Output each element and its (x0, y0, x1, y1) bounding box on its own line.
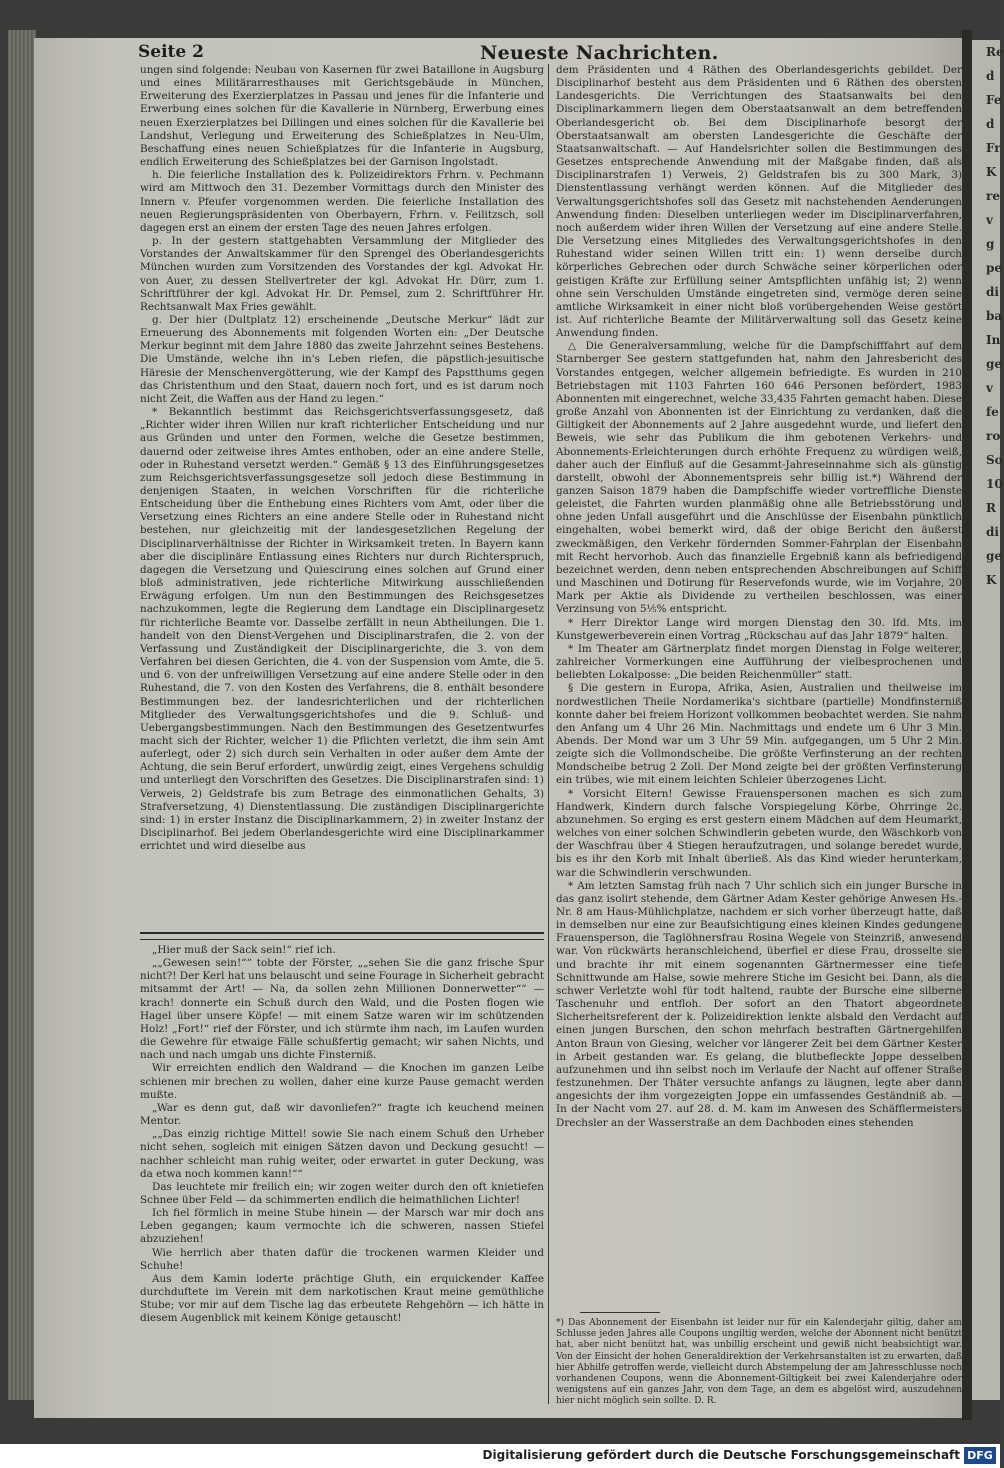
story-paragraph: Ich fiel förmlich in meine Stube hinein — der Marsch war mir doch ans Leben gegangen; kaum vermochte ich die schweren, nassen Stiefel abzuziehen! (140, 1207, 544, 1246)
left-column-feuilleton (140, 944, 544, 1404)
next-page-fragment: d (986, 69, 995, 83)
feuilleton-divider (140, 932, 544, 940)
masthead-title: Neueste Nachrichten. (480, 42, 719, 64)
story-paragraph: „Hier muß der Sack sein!“ rief ich. (152, 944, 336, 956)
next-page-fragment: R (986, 501, 996, 515)
article-paragraph: g. Der hier (Dultplatz 12) erscheinende „Deutsche Merkur“ lädt zur Erneuerung des Abonnements mit folgenden Worten ein: „Der Deutsche Merkur beginnt mit dem Jahre 1880 das zweite Jahrzehnt seines Bestehens. Die Umstände, welche ihn in's Leben riefen, die päpstlich-jesuitische Häresie der Menschenvergötterung, wie der Kampf des Papstthums gegen das Christenthum und den Staat, dauern noch fort, und es ist darum noch nicht Zeit, die Waffen aus der Hand zu legen.“ (140, 313, 544, 405)
next-page-edge (972, 40, 1004, 1400)
article-paragraph: * Bekanntlich bestimmt das Reichsgerichtsverfassungsgesetz, daß „Richter wider ihren Willen nur kraft richterlicher Entscheidung und nur aus Gründen und unter den Formen, welche die Gesetze bestimmen, dauernd oder zeitweise ihres Amtes enthoben, oder an eine andere Stelle, oder in Ruhestand versetzt werden.“ Gemäß § 13 des Einführungsgesetzes zum Reichsgerichtsverfassungsgesetze soll jedoch diese Bestimmung in denjenigen Staaten, in welchen Vorschriften für die richterliche Entscheidung über die Enthebung eines Richters vom Amt, oder über die Versetzung eines Richters an eine andere Stelle oder in Ruhestand nicht bestehen, nur gleichzeitig mit der landesgesetzlichen Regelung der Disciplinarverhältnisse der Richter in Wirksamkeit treten. In Bayern kann aber die disciplinäre Entlassung eines Richters nur durch Richterspruch, dagegen die Versetzung und Quiescirung eines solchen auf Grund einer bloß administrativen, jede richterliche Mitwirkung ausschließenden Erwägung erfolgen. Um nun den Bestimmungen des Reichsgesetzes nachzukommen, legte die Regierung dem Landtage ein Disciplinargesetz für richterliche Beamte vor. Dasselbe zerfällt in neun Abtheilungen. Die 1. handelt von den Dienst-Vergehen und Disciplinarstrafen, die 2. von der Verfassung und Zuständigkeit der Disciplinargerichte, die 3. von dem Verfahren bei diesen Gerichten, die 4. von der Suspension vom Amte, die 5. und 6. von der unfreiwilligen Versetzung auf eine andere Stelle oder in den Ruhestand, die 7. von den Kosten des Verfahrens, die 8. enthält besondere Bestimmungen bez. der landesrichterlichen und der richterlichen Mitglieder des Verwaltungsgerichtshofes und die 9. Schluß- und Uebergangsbestimmungen. Nach den Bestimmungen des Gesetzentwurfes macht sich der Richter, welcher 1) die Pflichten verletzt, die ihm sein Amt auferlegt, oder 2) sich durch sein Verhalten in oder außer dem Amte der Achtung, die sein Beruf erfordert, unwürdig zeigt, eines Vergehens schuldig und unterliegt den Vorschriften des Gesetzes. Die Disciplinarstrafen sind: 1) Verweis, 2) Geldstrafe bis zum Betrage des einmonatlichen Gehalts, 3) Strafversetzung, 4) Dienstentlassung. Die zuständigen Disciplinargerichte sind: 1) in erster Instanz die Disciplinarkammern, 2) in zweiter Instanz der Disciplinarhof. Bei jedem Oberlandesgerichte wird eine Disciplinarkammer errichtet und wird dieselbe aus (140, 406, 544, 853)
dfg-logo: DFG (964, 1447, 996, 1464)
next-page-fragment: Fr (986, 141, 1001, 155)
next-page-fragment: Re (986, 45, 1004, 59)
footnote (556, 1318, 962, 1406)
page-number: Seite 2 (138, 42, 204, 62)
book-spine (962, 30, 972, 1420)
story-paragraph: „„Gewesen sein!““ tobte der Förster, „„sehen Sie die ganz frische Spur nicht?! Der Kerl hat uns belauscht und seine Fourage in Sicherheit gebracht mitsammt der Art! — Na, da sollen zehn Millionen Donnerwetter““ — krach! donnerte ein Schuß durch den Wald, und die Posten flogen wie Hagel über unsere Köpfe! — mit einem Satze waren wir im schützenden Holz! „Fort!“ rief der Förster, und ich stürmte ihm nach, im Laufen wurden die Gewehre für etwaige Fälle schußfertig gemacht; wir sahen Nichts, und nach und nach umgab uns dichte Finsterniß. (140, 957, 544, 1062)
page-header (138, 42, 968, 64)
story-paragraph: Das leuchtete mir freilich ein; wir zogen weiter durch den oft knietiefen Schnee über Feld — da schimmerten endlich die heimathlichen Lichter! (140, 1180, 544, 1206)
left-column-news (140, 64, 544, 931)
footnote-rule (580, 1312, 660, 1313)
next-page-fragment: re (986, 189, 1000, 203)
next-page-fragment: d (986, 117, 995, 131)
credit-text: Digitalisierung gefördert durch die Deutsche Forschungsgemeinschaft (482, 1448, 960, 1462)
next-page-fragment: Fe (986, 93, 1002, 107)
next-page-fragment: di (986, 285, 999, 299)
article-paragraph: * Im Theater am Gärtnerplatz findet morgen Dienstag in Folge weiterer, zahlreicher Vormerkungen eine Aufführung der vielbesprochenen und beliebten Lokalposse: „Die beiden Reichenmüller“ statt. (556, 642, 962, 682)
story-paragraph: Aus dem Kamin loderte prächtige Gluth, ein erquickender Kaffee durchduftete im Verein mit dem narkotischen Kraut meine gemüthliche Stube; vor mir auf dem Tische lag das erbeutete Rehgehörn — ich hätte in diesem Augenblick mit keinem Könige getauscht! (140, 1272, 544, 1325)
next-page-fragment: v (986, 381, 993, 395)
article-paragraph: △ Die Generalversammlung, welche für die Dampfschifffahrt auf dem Starnberger See gestern stattgefunden hat, nahm den Jahresbericht des Vorstandes entgegen, welcher allgemein befriedigte. Es wurden in 210 Betriebstagen mit 1103 Fahrten 160 646 Personen befördert, 1983 Abonnenten mit eingerechnet, welche 33,435 Fahrten gemacht haben. Diese große Anzahl von Abonnenten ist der Einrichtung zu verdanken, daß die Giltigkeit der Abonnements auf 2 Jahre ausgedehnt wurde, und liefert den Beweis, wie sehr das Publikum die ihm gebotenen Verkehrs- und Abonnements-Erleichterungen durch erhöhte Frequenz zu würdigen weiß, daher auch der Einfluß auf die Gesammt-Jahreseinnahme sich als günstig darstellt, obwohl der Abonnementspreis sehr billig ist.*) Während der ganzen Saison 1879 haben die Dampfschiffe wieder vortreffliche Dienste geleistet, die Fahrten wurden planmäßig ohne alle Betriebsstörung und ohne jeden Unfall ausgeführt und die Anschlüsse der Eisenbahn pünktlich eingehalten, wobei bemerkt wird, daß der obige Bericht den äußerst zweckmäßigen, den Verkehr fördernden Sommer-Fahrplan der Eisenbahn mit Recht hervorhob. Auch das finanzielle Ergebniß kann als befriedigend bezeichnet werden, denn neben entsprechenden Abschreibungen auf Schiff und Maschinen und Dotirung für Reservefonds wurde, wie im Vorjahre, 20 Mark per Aktie als Dividende zu vertheilen beschlossen, was einer Verzinsung von 5⅕% entspricht. (556, 340, 962, 616)
column-divider (548, 64, 549, 1404)
article-paragraph: * Herr Direktor Lange wird morgen Dienstag den 30. lfd. Mts. im Kunstgewerbeverein einen Vortrag „Rückschau auf das Jahr 1879“ halten. (556, 616, 962, 642)
story-paragraph: Wir erreichten endlich den Waldrand — die Knochen im ganzen Leibe schienen mir brechen zu wollen, daher eine kurze Pause gemacht werden mußte. (140, 1062, 544, 1101)
next-page-fragment: 10 (986, 477, 1003, 491)
next-page-fragment: So (986, 453, 1003, 467)
next-page-fragment: ro (986, 429, 1001, 443)
article-paragraph: ungen sind folgende: Neubau von Kasernen für zwei Bataillone in Augsburg und eines Militärarresthauses mit Gerichtsgebäude in München, Erweiterung des Exerzierplatzes in Passau und jenes für die Infanterie und Erwerbung eines solchen für die Kavallerie in Nürnberg, Erwerbung eines neuen Exerzierplatzes bei Dillingen und eines solchen für die Kavallerie bei Landshut, Verlegung und Erweiterung des Schießplatzes in Neu-Ulm, Beschaffung eines neuen Schießplatzes für die Infanterie in Augsburg, endlich Erweiterung des Schießplatzes bei der Garnison Ingolstadt. (140, 64, 544, 169)
next-page-fragment: K (986, 165, 997, 179)
article-paragraph: § Die gestern in Europa, Afrika, Asien, Australien und theilweise im nordwestlichen Theile Nordamerika's sichtbare (partielle) Mondfinsterniß konnte daher bei freiem Horizont vollkommen beobachtet werden. Sie nahm den Anfang um 4 Uhr 26 Min. Nachmittags und endete um 6 Uhr 3 Min. Abends. Der Mond war um 3 Uhr 59 Min. aufgegangen, um 5 Uhr 2 Min. zeigte sich die Vollmondscheibe. Die größte Verfinsterung an der rechten Mondscheibe betrug 2 Zoll. Der Mond zeigte bei der größten Verfinsterung ein trübes, wie mit einem leichten Schleier überzogenes Licht. (556, 682, 962, 787)
next-page-fragment: di (986, 525, 999, 539)
next-page-fragment: pe (986, 261, 1003, 275)
digitization-credit-bar (0, 1444, 1000, 1468)
page-stack-edge (8, 30, 36, 1400)
next-page-fragment: g (986, 237, 995, 251)
article-paragraph: p. In der gestern stattgehabten Versammlung der Mitglieder des Vorstandes der Anwaltskammer für den Sprengel des Oberlandesgerichts München wurden zum Vorsitzenden des Vorstandes der kgl. Advokat Hr. von Auer, zu dessen Stellvertreter der kgl. Advokat Hr. Dürr, zum 1. Schriftführer der kgl. Advokat Hr. Dr. Pemsel, zum 2. Schriftführer Hr. Rechtsanwalt Max Fries gewählt. (140, 235, 544, 313)
article-paragraph: dem Präsidenten und 4 Räthen des Oberlandesgerichts gebildet. Der Disciplinarhof besteht aus dem Präsidenten und 6 Räthen des obersten Landesgerichts. Die Verrichtungen des Staatsanwalts bei den Disciplinarkammern liegen dem Oberstaatsanwalt an dem betreffenden Oberlandesgericht ob. Bei dem Disciplinarhofe besorgt der Oberstaatsanwalt am obersten Landesgerichte die Geschäfte der Staatsanwaltschaft. — Auf Handelsrichter sollen die Bestimmungen des Gesetzes entsprechende Anwendung mit der Maßgabe finden, daß als Disciplinarstrafen 1) Verweis, 2) Geldstrafen bis zu 300 Mark, 3) Dienstentlassung verhängt werden können. Auf die Mitglieder des Verwaltungsgerichtshofes soll das Gesetz mit nachstehenden Aenderungen Anwendung finden: Dieselben unterliegen weder im Disciplinarverfahren, noch außerdem wider ihren Willen der Versetzung auf eine andere Stelle. Die Versetzung eines Mitgliedes des Verwaltungsgerichtshofes in den Ruhestand wider seinen Willen tritt ein: 1) wenn derselbe durch körperliches Gebrechen oder durch Schwäche seiner körperlichen oder geistigen Kräfte zur Erfüllung seiner Amtspflichten unfähig ist; 2) wenn ohne sein Verschulden Umstände eingetreten sind, vermöge deren seine amtliche Wirksamkeit in einer nicht bloß vorübergehenden Weise gestört ist. Auf richterliche Beamte der Militärverwaltung soll das Gesetz keine Anwendung finden. (556, 64, 962, 340)
next-page-fragment: ba (986, 309, 1003, 323)
next-page-fragment: v (986, 213, 993, 227)
article-paragraph: h. Die feierliche Installation des k. Polizeidirektors Frhrn. v. Pechmann wird am Mittwoch den 31. Dezember Vormittags durch den Minister des Innern v. Pfeufer vorgenommen werden. Die feierliche Installation des neuen Regierungspräsidenten von Oberbayern, Frhrn. v. Feilitzsch, soll dagegen erst an einem der ersten Tage des neuen Jahres erfolgen. (140, 169, 544, 234)
next-page-fragment: K (986, 573, 997, 587)
right-column-news (556, 64, 962, 1309)
story-paragraph: Wie herrlich aber thaten dafür die trockenen warmen Kleider und Schuhe! (140, 1246, 544, 1272)
next-page-fragment: In (986, 333, 1001, 347)
story-paragraph: „War es denn gut, daß wir davonliefen?“ fragte ich keuchend meinen Mentor. (140, 1101, 544, 1128)
next-page-fragment: ge (986, 357, 1003, 371)
article-paragraph: * Am letzten Samstag früh nach 7 Uhr schlich sich ein junger Bursche in das ganz isolirt stehende, dem Gärtner Adam Kester gehörige Anwesen Hs.-Nr. 8 am Haus-Mühlichplatze, nachdem er sich vorher überzeugt hatte, daß in demselben nur eine zur Beaufsichtigung eines kleinen Kindes gedungene Frauensperson, die Taglöhnersfrau Rosina Wegele von Steinzriß, anwesend war. Von rückwärts heranschleichend, überfiel er diese Frau, drosselte sie und brachte ihr mit einem sogenannten Gärtnermesser eine tiefe Schnittwunde am Halse, sowie mehrere Stiche im Gesicht bei. Dann, als die schwer Verletzte wohl für todt haltend, raubte der Bursche eine silberne Taschenuhr und entfloh. Der sofort an den Thatort abgeordnete Sicherheitsreferent der k. Polizeidirektion lenkte alsbald den Verdacht auf einen jungen Burschen, den schon mehrfach bestraften Gärtnergehilfen Anton Braun von Giesing, welcher vor längerer Zeit bei dem Gärtner Kester in Arbeit gestanden war. Es gelang, die blutbefleckte Joppe desselben aufzunehmen und ihn selbst noch im Verlaufe der Nacht auf offener Straße festzunehmen. Der Thäter versuchte anfangs zu läugnen, legte aber dann angesichts der ihm vorgezeigten Joppe ein umfassendes Geständniß ab. — In der Nacht vom 27. auf 28. d. M. kam im Anwesen des Schäfflermeisters Drechsler an der Wasserstraße an dem Dachboden eines stehenden (556, 879, 962, 1129)
story-paragraph: „„Das einzig richtige Mittel! sowie Sie nach einem Schuß den Urheber nicht sehen, sogleich mit einigen Sätzen davon und Deckung gesucht! — nachher schleicht man ruhig weiter, oder erwartet in guter Deckung, was da etwa noch kommen kann!““ (140, 1128, 544, 1180)
footnote-text: *) Das Abonnement der Eisenbahn ist leider nur für ein Kalenderjahr giltig, daher am Schlusse jeden Jahres alle Coupons ungiltig werden, welche der Abonnent nicht benützt hat, aber nicht benützt hat, was unbillig erscheint und gewiß nicht beabsichtigt war. Von der Einsicht der hohen Generaldirektion der Verkehrsanstalten ist zu erwarten, daß hier Abhilfe getroffen werde, vielleicht durch Abstempelung der am Jahresschlusse noch vorhandenen Coupons, wenn die Abonnement-Giltigkeit bei zwei Kalenderjahre oder wenigstens auf ein ganzes Jahr, von dem Tage, an dem es abgelöst wird, auszudehnen hier nicht möglich sein sollte. D. R. (556, 1318, 962, 1407)
next-page-fragment: fe (986, 405, 999, 419)
article-paragraph: * Vorsicht Eltern! Gewisse Frauenspersonen machen es sich zum Handwerk, Kindern durch falsche Vorspiegelung Körbe, Ohrringe 2c. abzunehmen. So erging es erst gestern einem Mädchen auf dem Heumarkt, welches von einer solchen Schwindlerin gebeten wurde, den Wäschkorb von der Waschfrau über 4 Stiegen heraufzutragen, und solange beredet wurde, bis es ihr den Korb mit Inhalt überließ. Als das Kind wieder herunterkam, war die Schwindlerin verschwunden. (556, 787, 962, 879)
next-page-fragment: ge (986, 549, 1003, 563)
